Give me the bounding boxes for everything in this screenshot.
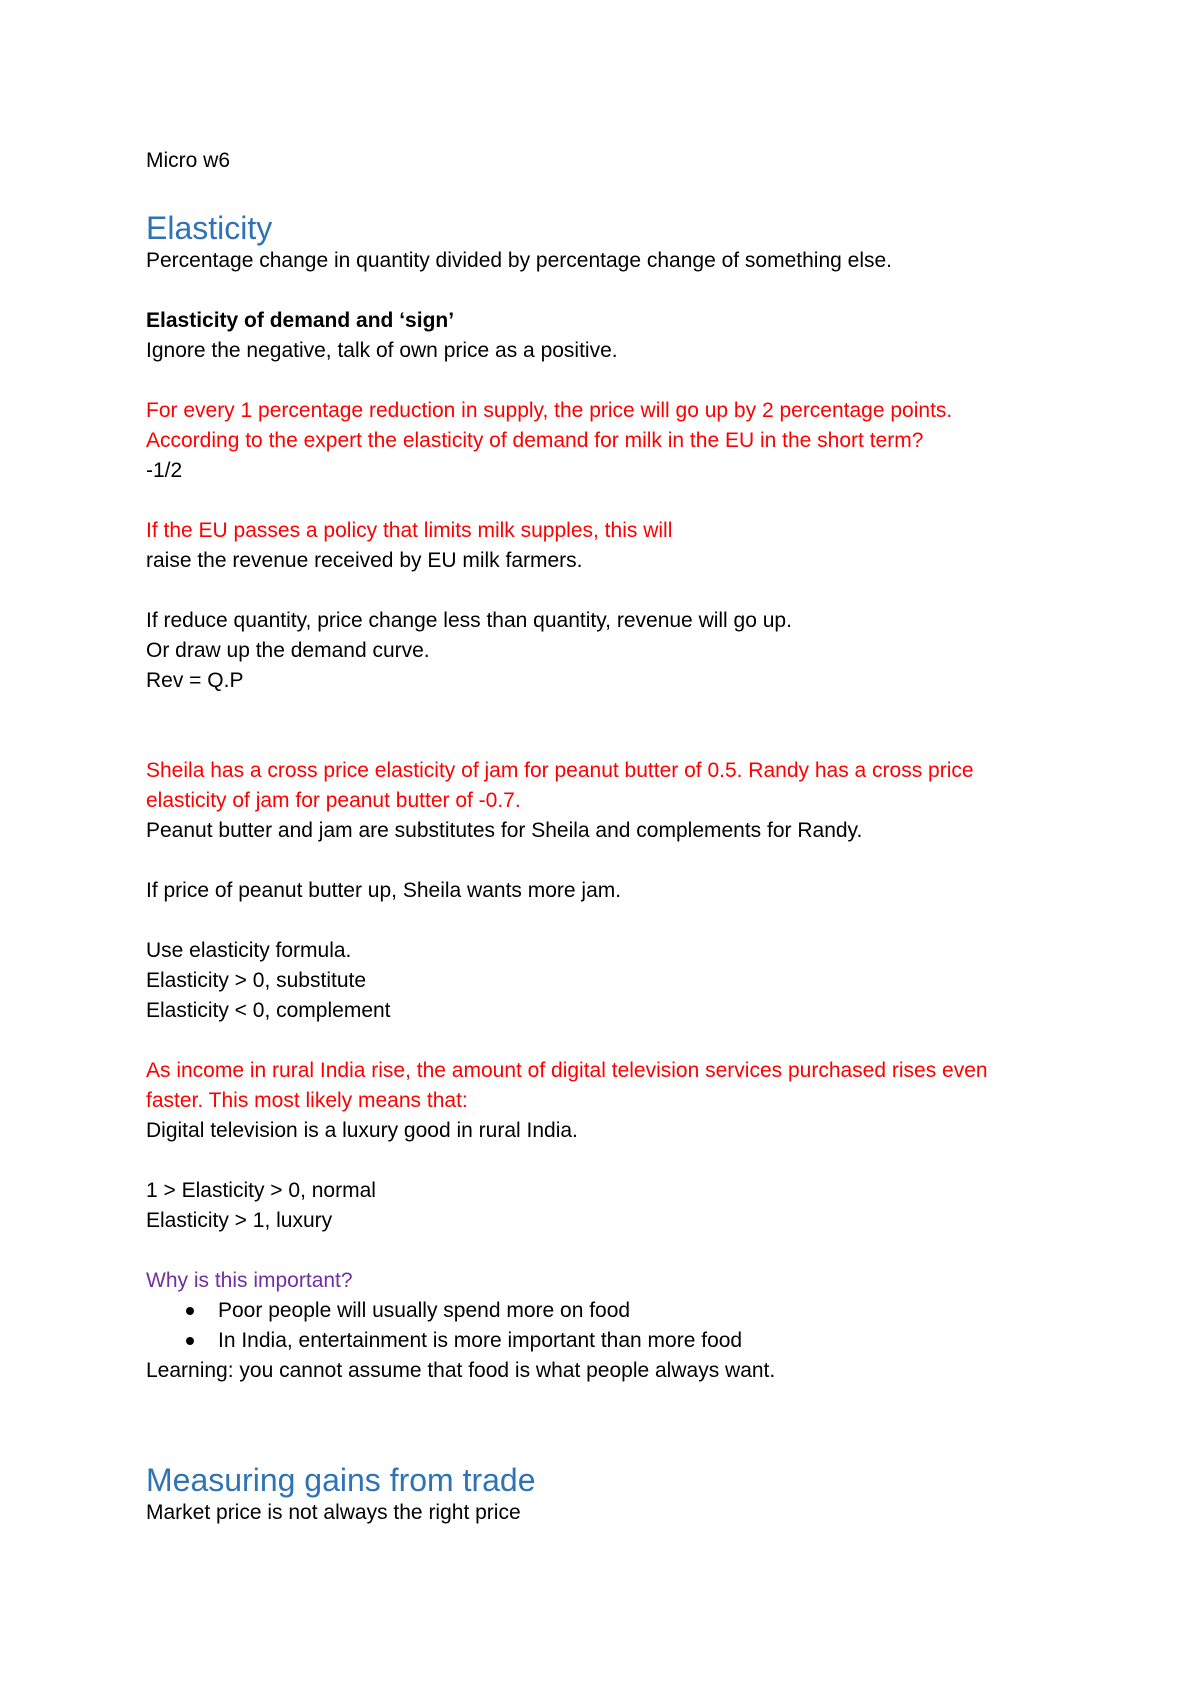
spacer bbox=[146, 276, 1066, 306]
list-item-text: In India, entertainment is more important than more food bbox=[218, 1329, 743, 1352]
question-1-line-1: For every 1 percentage reduction in supply, the price will go up by 2 percentage points. bbox=[146, 399, 953, 422]
question-3-answer: Peanut butter and jam are substitutes for Sheila and complements for Randy. bbox=[146, 819, 863, 842]
document-body bbox=[146, 146, 1066, 1528]
bullet-icon bbox=[186, 1337, 194, 1345]
section-heading-gains-from-trade: Measuring gains from trade bbox=[146, 1462, 536, 1498]
question-1-answer: -1/2 bbox=[146, 459, 183, 482]
spacer bbox=[146, 1026, 1066, 1056]
spacer bbox=[146, 176, 1066, 210]
question-3-note-1: If price of peanut butter up, Sheila wants more jam. bbox=[146, 879, 622, 902]
question-4-answer: Digital television is a luxury good in rural India. bbox=[146, 1119, 578, 1142]
question-4-line-1: As income in rural India rise, the amount of digital television services purchased rises even bbox=[146, 1059, 988, 1082]
spacer bbox=[146, 1386, 1066, 1416]
question-1-line-2: According to the expert the elasticity of demand for milk in the EU in the short term? bbox=[146, 429, 924, 452]
question-3-note-4: Elasticity < 0, complement bbox=[146, 999, 391, 1022]
list-item bbox=[146, 1296, 1066, 1326]
list-item bbox=[146, 1326, 1066, 1356]
learning-note: Learning: you cannot assume that food is what people always want. bbox=[146, 1359, 776, 1382]
spacer bbox=[146, 366, 1066, 396]
question-2-answer: raise the revenue received by EU milk farmers. bbox=[146, 549, 583, 572]
why-important-list bbox=[146, 1296, 1066, 1356]
list-item-text: Poor people will usually spend more on food bbox=[218, 1299, 631, 1322]
sub-heading-elasticity-sign: Elasticity of demand and ‘sign’ bbox=[146, 309, 455, 332]
question-4-note-2: Elasticity > 1, luxury bbox=[146, 1209, 333, 1232]
spacer bbox=[146, 846, 1066, 876]
spacer bbox=[146, 696, 1066, 726]
spacer bbox=[146, 1416, 1066, 1446]
document-title: Micro w6 bbox=[146, 149, 231, 172]
spacer bbox=[146, 1146, 1066, 1176]
spacer bbox=[146, 576, 1066, 606]
gains-from-trade-text: Market price is not always the right price bbox=[146, 1501, 521, 1524]
question-2-note-3: Rev = Q.P bbox=[146, 669, 244, 692]
spacer bbox=[146, 726, 1066, 756]
spacer bbox=[146, 1446, 1066, 1462]
why-important-heading: Why is this important? bbox=[146, 1269, 353, 1292]
elasticity-definition: Percentage change in quantity divided by percentage change of something else. bbox=[146, 249, 893, 272]
question-4-line-2: faster. This most likely means that: bbox=[146, 1089, 468, 1112]
question-3-line-1: Sheila has a cross price elasticity of jam for peanut butter of 0.5. Randy has a cross price bbox=[146, 759, 974, 782]
spacer bbox=[146, 486, 1066, 516]
question-3-line-2: elasticity of jam for peanut butter of -0.7. bbox=[146, 789, 521, 812]
question-2-note-2: Or draw up the demand curve. bbox=[146, 639, 430, 662]
spacer bbox=[146, 1236, 1066, 1266]
sub-heading-text: Ignore the negative, talk of own price as a positive. bbox=[146, 339, 618, 362]
question-3-note-2: Use elasticity formula. bbox=[146, 939, 352, 962]
question-4-note-1: 1 > Elasticity > 0, normal bbox=[146, 1179, 376, 1202]
question-2-note-1: If reduce quantity, price change less than quantity, revenue will go up. bbox=[146, 609, 792, 632]
question-2: If the EU passes a policy that limits milk supples, this will bbox=[146, 519, 673, 542]
section-heading-elasticity: Elasticity bbox=[146, 210, 273, 246]
spacer bbox=[146, 906, 1066, 936]
question-3-note-3: Elasticity > 0, substitute bbox=[146, 969, 367, 992]
bullet-icon bbox=[186, 1307, 194, 1315]
